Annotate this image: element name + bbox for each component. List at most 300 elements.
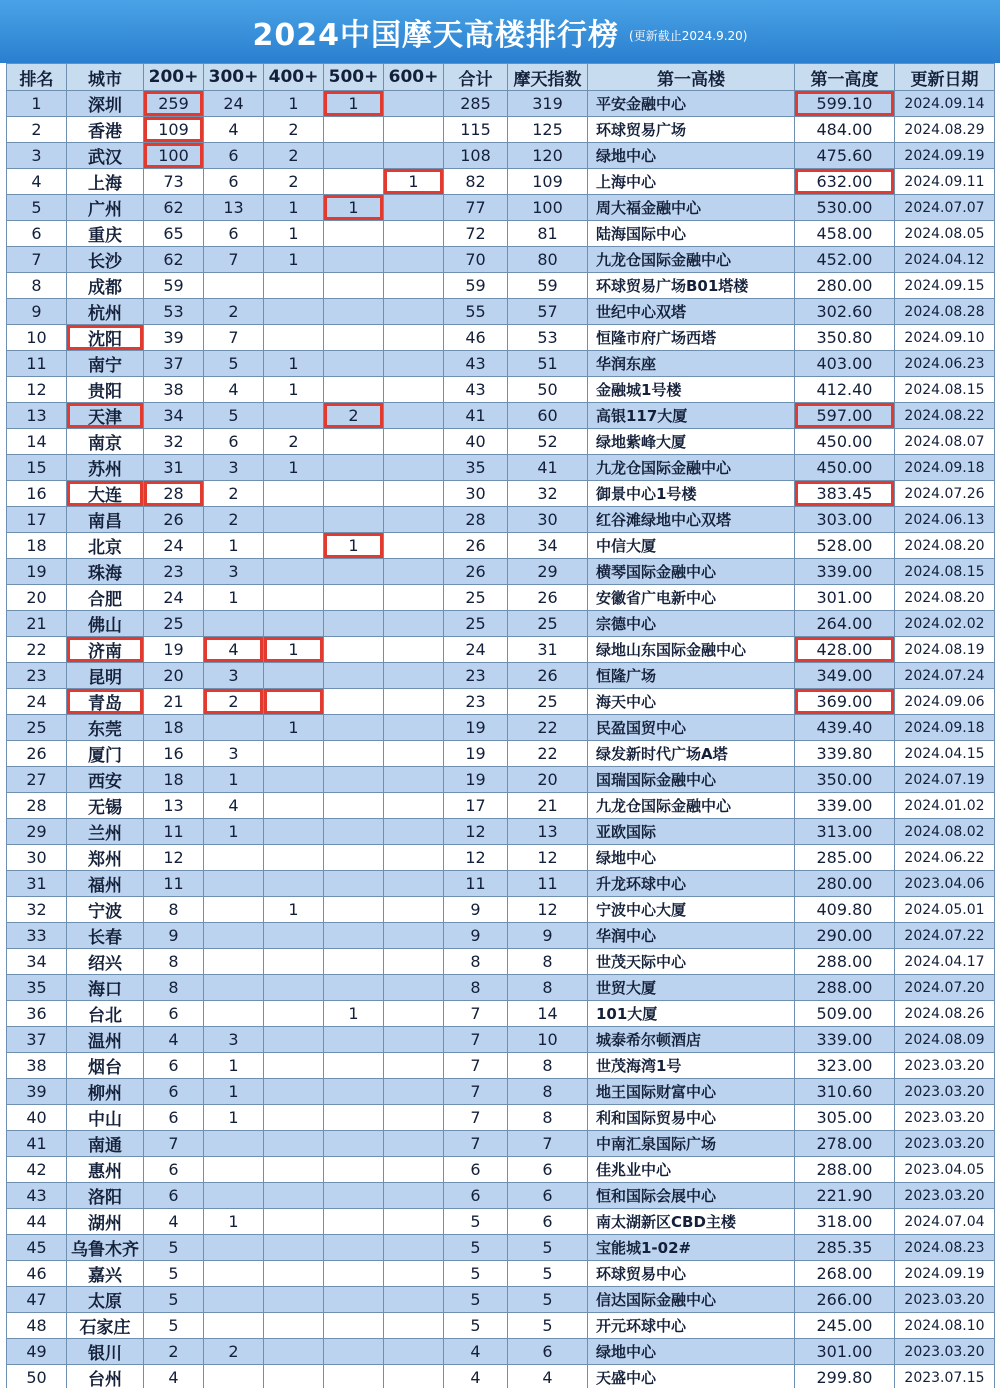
count-200-cell: 6 — [144, 1157, 204, 1183]
index-cell: 32 — [508, 481, 588, 507]
tallest-building-cell: 金融城1号楼 — [588, 377, 795, 403]
rank-cell: 25 — [7, 715, 67, 741]
count-600-cell — [384, 923, 444, 949]
count-500-cell — [324, 143, 384, 169]
index-cell: 5 — [508, 1287, 588, 1313]
update-date-cell: 2024.08.19 — [895, 637, 995, 663]
count-400-cell — [264, 403, 324, 429]
update-date-cell: 2024.06.13 — [895, 507, 995, 533]
count-300-cell: 7 — [204, 247, 264, 273]
count-300-cell — [204, 611, 264, 637]
index-cell: 30 — [508, 507, 588, 533]
count-500-cell — [324, 559, 384, 585]
total-cell: 9 — [444, 897, 508, 923]
count-500-cell — [324, 819, 384, 845]
tallest-height-cell: 383.45 — [795, 481, 895, 507]
tallest-building-cell: 平安金融中心 — [588, 91, 795, 117]
count-400-cell: 1 — [264, 377, 324, 403]
table-row — [7, 715, 995, 741]
tallest-height-cell: 290.00 — [795, 923, 895, 949]
count-300-cell — [204, 715, 264, 741]
count-500-cell — [324, 247, 384, 273]
count-500-cell — [324, 1339, 384, 1365]
count-500-cell — [324, 845, 384, 871]
count-600-cell — [384, 325, 444, 351]
count-300-cell: 4 — [204, 117, 264, 143]
count-200-cell: 5 — [144, 1261, 204, 1287]
count-600-cell — [384, 377, 444, 403]
city-cell: 广州 — [67, 195, 144, 221]
count-500-cell — [324, 429, 384, 455]
count-200-cell: 11 — [144, 819, 204, 845]
count-500-cell — [324, 377, 384, 403]
tallest-building-cell: 绿地山东国际金融中心 — [588, 637, 795, 663]
tallest-building-cell: 升龙环球中心 — [588, 871, 795, 897]
total-cell: 8 — [444, 975, 508, 1001]
rank-cell: 17 — [7, 507, 67, 533]
count-600-cell — [384, 663, 444, 689]
count-500-cell — [324, 299, 384, 325]
count-500-cell — [324, 221, 384, 247]
rank-cell: 3 — [7, 143, 67, 169]
count-600-cell — [384, 1027, 444, 1053]
count-500-cell: 1 — [324, 1001, 384, 1027]
tallest-height-cell: 458.00 — [795, 221, 895, 247]
count-500-cell — [324, 351, 384, 377]
count-500-cell — [324, 1131, 384, 1157]
tallest-height-cell: 288.00 — [795, 975, 895, 1001]
count-400-cell — [264, 481, 324, 507]
count-400-cell — [264, 949, 324, 975]
index-cell: 59 — [508, 273, 588, 299]
count-300-cell: 1 — [204, 1105, 264, 1131]
count-400-cell — [264, 1235, 324, 1261]
table-row — [7, 1157, 995, 1183]
rank-cell: 39 — [7, 1079, 67, 1105]
update-date-cell: 2024.04.15 — [895, 741, 995, 767]
count-500-cell — [324, 273, 384, 299]
count-300-cell: 5 — [204, 403, 264, 429]
tallest-height-cell: 221.90 — [795, 1183, 895, 1209]
index-cell: 8 — [508, 1053, 588, 1079]
count-600-cell — [384, 1157, 444, 1183]
table-row — [7, 1079, 995, 1105]
count-200-cell: 34 — [144, 403, 204, 429]
tallest-height-cell: 403.00 — [795, 351, 895, 377]
tallest-building-cell: 绿地中心 — [588, 143, 795, 169]
rank-cell: 7 — [7, 247, 67, 273]
count-300-cell: 3 — [204, 455, 264, 481]
count-600-cell — [384, 793, 444, 819]
tallest-building-cell: 世茂天际中心 — [588, 949, 795, 975]
count-500-cell — [324, 897, 384, 923]
index-cell: 41 — [508, 455, 588, 481]
header-cell: 城市 — [67, 64, 144, 91]
total-cell: 23 — [444, 689, 508, 715]
count-200-cell: 18 — [144, 715, 204, 741]
update-date-cell: 2024.06.23 — [895, 351, 995, 377]
header-row — [7, 64, 995, 91]
index-cell: 109 — [508, 169, 588, 195]
update-date-cell: 2024.04.17 — [895, 949, 995, 975]
count-500-cell — [324, 1157, 384, 1183]
count-400-cell: 1 — [264, 247, 324, 273]
tallest-height-cell: 303.00 — [795, 507, 895, 533]
table-row — [7, 169, 995, 195]
count-200-cell: 62 — [144, 195, 204, 221]
update-date-cell: 2024.07.24 — [895, 663, 995, 689]
page-subtitle: (更新截止2024.9.20) — [629, 29, 748, 43]
count-400-cell — [264, 871, 324, 897]
count-200-cell: 9 — [144, 923, 204, 949]
count-600-cell — [384, 819, 444, 845]
count-400-cell — [264, 1209, 324, 1235]
table-row — [7, 507, 995, 533]
rank-cell: 26 — [7, 741, 67, 767]
city-cell: 绍兴 — [67, 949, 144, 975]
city-cell: 兰州 — [67, 819, 144, 845]
count-400-cell: 1 — [264, 455, 324, 481]
count-600-cell — [384, 1053, 444, 1079]
tallest-building-cell: 城泰希尔顿酒店 — [588, 1027, 795, 1053]
table-row — [7, 1235, 995, 1261]
table-row — [7, 819, 995, 845]
update-date-cell: 2024.08.05 — [895, 221, 995, 247]
count-400-cell — [264, 1053, 324, 1079]
table-row — [7, 91, 995, 117]
tallest-height-cell: 599.10 — [795, 91, 895, 117]
count-600-cell — [384, 871, 444, 897]
count-200-cell: 6 — [144, 1079, 204, 1105]
count-300-cell: 24 — [204, 91, 264, 117]
count-200-cell: 19 — [144, 637, 204, 663]
count-600-cell — [384, 611, 444, 637]
total-cell: 23 — [444, 663, 508, 689]
tallest-building-cell: 华润东座 — [588, 351, 795, 377]
count-600-cell — [384, 403, 444, 429]
count-300-cell: 1 — [204, 585, 264, 611]
rank-cell: 12 — [7, 377, 67, 403]
table-row — [7, 637, 995, 663]
tallest-building-cell: 安徽省广电新中心 — [588, 585, 795, 611]
update-date-cell: 2024.09.18 — [895, 455, 995, 481]
count-600-cell — [384, 221, 444, 247]
index-cell: 7 — [508, 1131, 588, 1157]
total-cell: 4 — [444, 1339, 508, 1365]
update-date-cell: 2024.08.02 — [895, 819, 995, 845]
index-cell: 4 — [508, 1365, 588, 1388]
count-600-cell — [384, 533, 444, 559]
title-bar — [0, 0, 1000, 63]
count-200-cell: 37 — [144, 351, 204, 377]
count-200-cell: 25 — [144, 611, 204, 637]
count-400-cell — [264, 1001, 324, 1027]
count-300-cell: 2 — [204, 689, 264, 715]
total-cell: 59 — [444, 273, 508, 299]
table-row — [7, 663, 995, 689]
count-500-cell — [324, 481, 384, 507]
count-300-cell — [204, 871, 264, 897]
header-cell: 第一高楼 — [588, 64, 795, 91]
tallest-building-cell: 绿地中心 — [588, 1339, 795, 1365]
count-300-cell: 2 — [204, 1339, 264, 1365]
update-date-cell: 2024.08.29 — [895, 117, 995, 143]
tallest-building-cell: 海天中心 — [588, 689, 795, 715]
update-date-cell: 2023.03.20 — [895, 1339, 995, 1365]
count-200-cell: 59 — [144, 273, 204, 299]
count-300-cell: 3 — [204, 741, 264, 767]
city-cell: 乌鲁木齐 — [67, 1235, 144, 1261]
tallest-height-cell: 339.00 — [795, 793, 895, 819]
table-row — [7, 221, 995, 247]
count-600-cell — [384, 273, 444, 299]
count-400-cell — [264, 1339, 324, 1365]
city-cell: 南通 — [67, 1131, 144, 1157]
city-cell: 郑州 — [67, 845, 144, 871]
count-200-cell: 18 — [144, 767, 204, 793]
total-cell: 115 — [444, 117, 508, 143]
count-500-cell — [324, 455, 384, 481]
index-cell: 22 — [508, 715, 588, 741]
index-cell: 6 — [508, 1183, 588, 1209]
city-cell: 佛山 — [67, 611, 144, 637]
city-cell: 东莞 — [67, 715, 144, 741]
rank-cell: 42 — [7, 1157, 67, 1183]
count-600-cell — [384, 949, 444, 975]
table-row — [7, 1339, 995, 1365]
index-cell: 22 — [508, 741, 588, 767]
tallest-height-cell: 439.40 — [795, 715, 895, 741]
tallest-height-cell: 318.00 — [795, 1209, 895, 1235]
city-cell: 北京 — [67, 533, 144, 559]
tallest-building-cell: 国瑞国际金融中心 — [588, 767, 795, 793]
update-date-cell: 2024.02.02 — [895, 611, 995, 637]
tallest-building-cell: 中南汇泉国际广场 — [588, 1131, 795, 1157]
rank-cell: 2 — [7, 117, 67, 143]
count-300-cell: 3 — [204, 559, 264, 585]
table-row — [7, 1001, 995, 1027]
update-date-cell: 2024.01.02 — [895, 793, 995, 819]
count-300-cell — [204, 1313, 264, 1339]
count-200-cell: 4 — [144, 1209, 204, 1235]
tallest-height-cell: 278.00 — [795, 1131, 895, 1157]
tallest-building-cell: 恒隆广场 — [588, 663, 795, 689]
count-300-cell: 4 — [204, 793, 264, 819]
total-cell: 7 — [444, 1027, 508, 1053]
count-300-cell — [204, 273, 264, 299]
count-600-cell — [384, 481, 444, 507]
total-cell: 5 — [444, 1261, 508, 1287]
rank-cell: 35 — [7, 975, 67, 1001]
city-cell: 惠州 — [67, 1157, 144, 1183]
table-row — [7, 1209, 995, 1235]
update-date-cell: 2024.07.22 — [895, 923, 995, 949]
index-cell: 5 — [508, 1235, 588, 1261]
count-300-cell: 6 — [204, 143, 264, 169]
count-500-cell — [324, 689, 384, 715]
rank-cell: 37 — [7, 1027, 67, 1053]
total-cell: 7 — [444, 1001, 508, 1027]
index-cell: 29 — [508, 559, 588, 585]
count-200-cell: 12 — [144, 845, 204, 871]
count-400-cell — [264, 1365, 324, 1388]
count-600-cell — [384, 1183, 444, 1209]
total-cell: 19 — [444, 767, 508, 793]
city-cell: 昆明 — [67, 663, 144, 689]
count-200-cell: 7 — [144, 1131, 204, 1157]
tallest-height-cell: 302.60 — [795, 299, 895, 325]
count-500-cell — [324, 1365, 384, 1388]
total-cell: 46 — [444, 325, 508, 351]
count-200-cell: 2 — [144, 1339, 204, 1365]
index-cell: 6 — [508, 1339, 588, 1365]
tallest-building-cell: 九龙仓国际金融中心 — [588, 793, 795, 819]
count-200-cell: 53 — [144, 299, 204, 325]
update-date-cell: 2023.04.06 — [895, 871, 995, 897]
count-400-cell — [264, 1079, 324, 1105]
count-500-cell — [324, 1313, 384, 1339]
update-date-cell: 2024.08.20 — [895, 585, 995, 611]
count-200-cell: 38 — [144, 377, 204, 403]
total-cell: 285 — [444, 91, 508, 117]
table-row — [7, 1027, 995, 1053]
tallest-height-cell: 528.00 — [795, 533, 895, 559]
tallest-building-cell: 开元环球中心 — [588, 1313, 795, 1339]
index-cell: 34 — [508, 533, 588, 559]
table-row — [7, 351, 995, 377]
total-cell: 19 — [444, 741, 508, 767]
count-500-cell — [324, 1183, 384, 1209]
count-200-cell: 4 — [144, 1365, 204, 1388]
city-cell: 福州 — [67, 871, 144, 897]
table-row — [7, 273, 995, 299]
count-500-cell — [324, 169, 384, 195]
count-300-cell — [204, 975, 264, 1001]
table-row — [7, 403, 995, 429]
count-600-cell — [384, 1235, 444, 1261]
index-cell: 8 — [508, 975, 588, 1001]
city-cell: 长春 — [67, 923, 144, 949]
update-date-cell: 2024.07.04 — [895, 1209, 995, 1235]
update-date-cell: 2024.07.20 — [895, 975, 995, 1001]
index-cell: 80 — [508, 247, 588, 273]
count-600-cell — [384, 975, 444, 1001]
tallest-height-cell: 369.00 — [795, 689, 895, 715]
count-200-cell: 8 — [144, 897, 204, 923]
tallest-building-cell: 高银117大厦 — [588, 403, 795, 429]
city-cell: 石家庄 — [67, 1313, 144, 1339]
rank-cell: 40 — [7, 1105, 67, 1131]
index-cell: 5 — [508, 1313, 588, 1339]
count-400-cell — [264, 845, 324, 871]
count-300-cell: 1 — [204, 1053, 264, 1079]
count-400-cell — [264, 741, 324, 767]
tallest-height-cell: 509.00 — [795, 1001, 895, 1027]
index-cell: 50 — [508, 377, 588, 403]
tallest-building-cell: 周大福金融中心 — [588, 195, 795, 221]
tallest-height-cell: 299.80 — [795, 1365, 895, 1388]
count-400-cell: 1 — [264, 221, 324, 247]
total-cell: 40 — [444, 429, 508, 455]
tallest-height-cell: 323.00 — [795, 1053, 895, 1079]
count-500-cell — [324, 923, 384, 949]
total-cell: 17 — [444, 793, 508, 819]
count-200-cell: 109 — [144, 117, 204, 143]
count-200-cell: 65 — [144, 221, 204, 247]
total-cell: 26 — [444, 559, 508, 585]
count-200-cell: 5 — [144, 1287, 204, 1313]
table-row — [7, 1261, 995, 1287]
update-date-cell: 2024.09.10 — [895, 325, 995, 351]
rank-cell: 31 — [7, 871, 67, 897]
index-cell: 57 — [508, 299, 588, 325]
total-cell: 7 — [444, 1131, 508, 1157]
city-cell: 银川 — [67, 1339, 144, 1365]
rank-cell: 45 — [7, 1235, 67, 1261]
count-600-cell — [384, 351, 444, 377]
index-cell: 12 — [508, 845, 588, 871]
count-400-cell — [264, 1261, 324, 1287]
total-cell: 108 — [444, 143, 508, 169]
rank-cell: 34 — [7, 949, 67, 975]
count-200-cell: 24 — [144, 533, 204, 559]
tallest-building-cell: 宗德中心 — [588, 611, 795, 637]
total-cell: 7 — [444, 1105, 508, 1131]
count-500-cell — [324, 975, 384, 1001]
count-500-cell — [324, 1053, 384, 1079]
count-300-cell: 7 — [204, 325, 264, 351]
count-600-cell — [384, 1001, 444, 1027]
count-600-cell — [384, 715, 444, 741]
rank-cell: 14 — [7, 429, 67, 455]
update-date-cell: 2024.08.28 — [895, 299, 995, 325]
tallest-building-cell: 信达国际金融中心 — [588, 1287, 795, 1313]
count-300-cell: 2 — [204, 507, 264, 533]
count-600-cell — [384, 1313, 444, 1339]
tallest-height-cell: 484.00 — [795, 117, 895, 143]
rank-cell: 5 — [7, 195, 67, 221]
update-date-cell: 2024.07.19 — [895, 767, 995, 793]
update-date-cell: 2023.04.05 — [895, 1157, 995, 1183]
count-500-cell — [324, 663, 384, 689]
total-cell: 5 — [444, 1209, 508, 1235]
table-row — [7, 1365, 995, 1388]
count-600-cell — [384, 299, 444, 325]
count-500-cell — [324, 507, 384, 533]
count-500-cell — [324, 741, 384, 767]
count-200-cell: 6 — [144, 1053, 204, 1079]
tallest-height-cell: 288.00 — [795, 1157, 895, 1183]
rank-cell: 10 — [7, 325, 67, 351]
tallest-height-cell: 349.00 — [795, 663, 895, 689]
update-date-cell: 2024.08.26 — [895, 1001, 995, 1027]
city-cell: 重庆 — [67, 221, 144, 247]
update-date-cell: 2024.09.15 — [895, 273, 995, 299]
tallest-building-cell: 绿发新时代广场A塔 — [588, 741, 795, 767]
header-cell: 排名 — [7, 64, 67, 91]
count-600-cell: 1 — [384, 169, 444, 195]
table-row — [7, 377, 995, 403]
count-300-cell: 1 — [204, 1209, 264, 1235]
count-300-cell: 6 — [204, 221, 264, 247]
count-400-cell — [264, 1131, 324, 1157]
count-600-cell — [384, 507, 444, 533]
city-cell: 烟台 — [67, 1053, 144, 1079]
rank-cell: 20 — [7, 585, 67, 611]
total-cell: 5 — [444, 1313, 508, 1339]
tallest-building-cell: 恒隆市府广场西塔 — [588, 325, 795, 351]
count-200-cell: 6 — [144, 1105, 204, 1131]
